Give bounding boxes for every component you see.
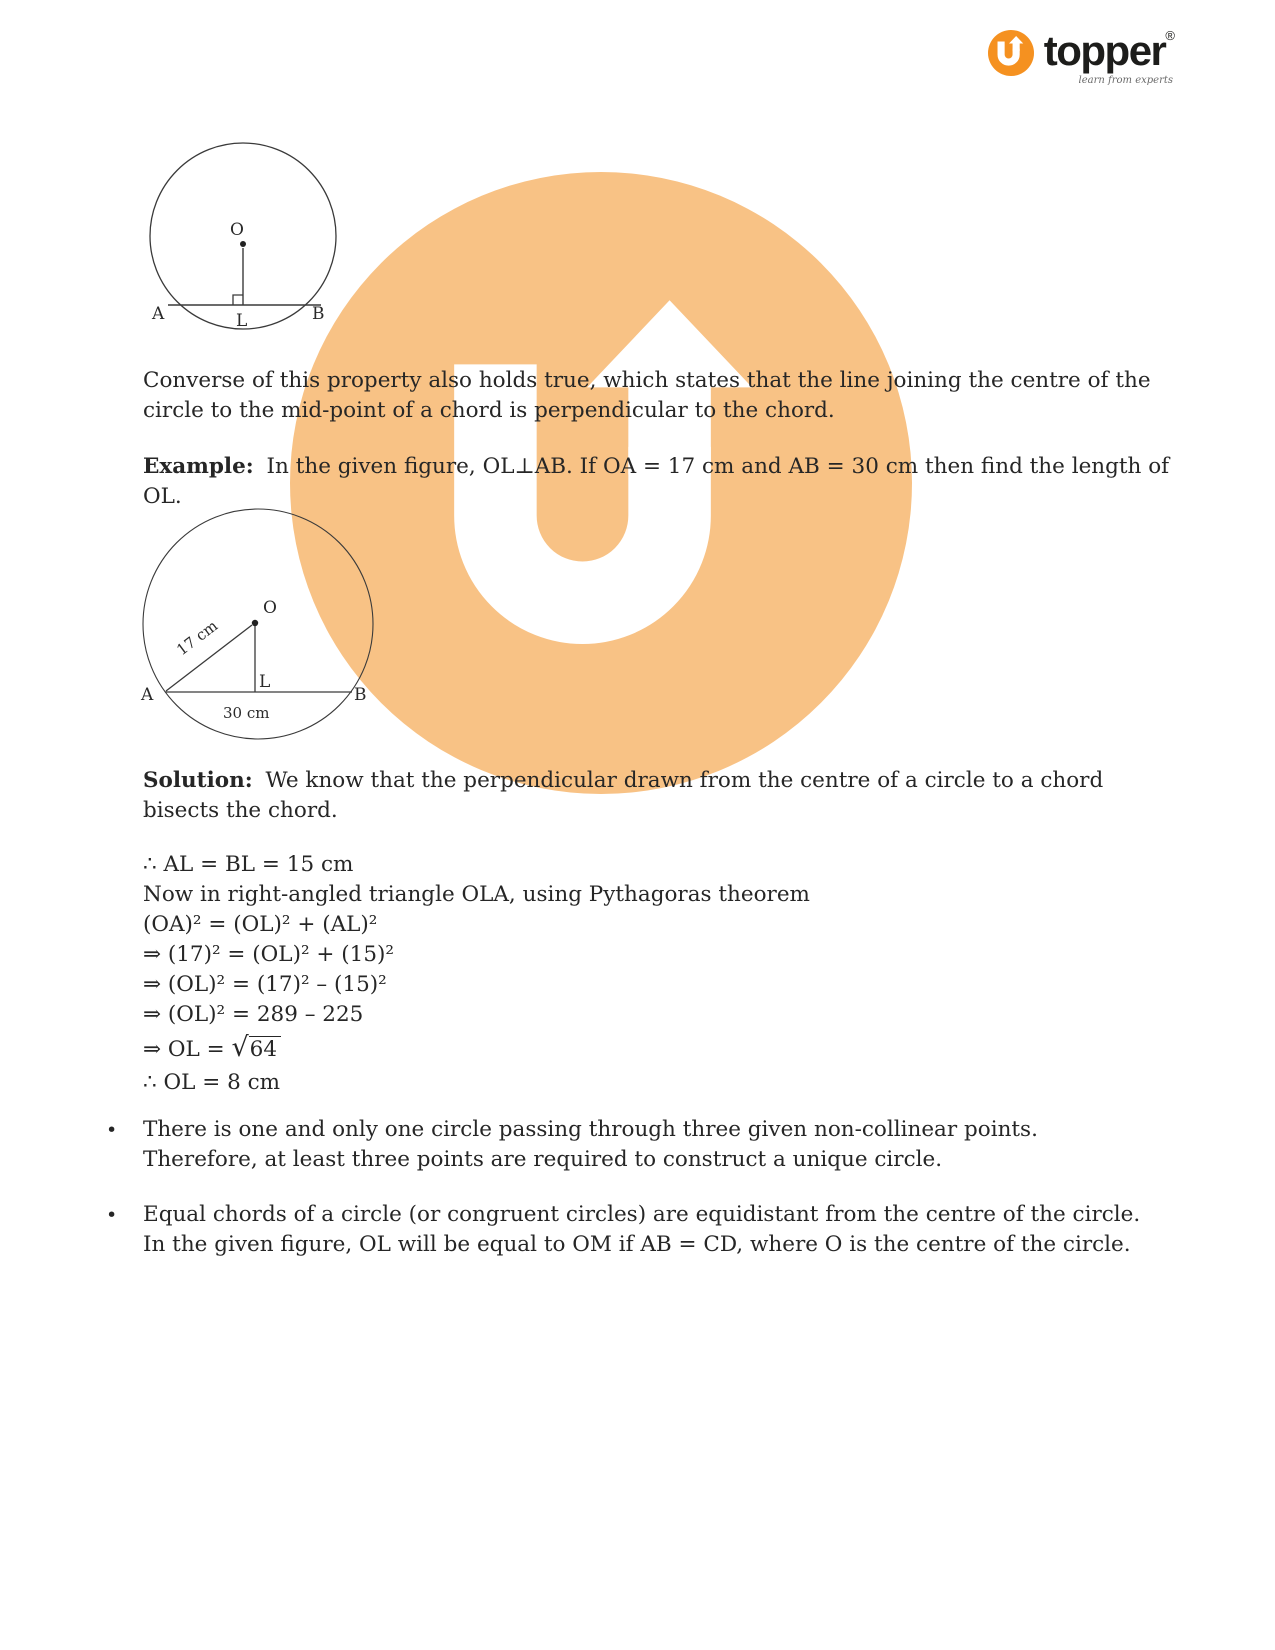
bullet-marker: • [106,1119,118,1141]
math-final: ∴ OL = 8 cm [143,1070,281,1095]
solution-label: Solution: [143,768,253,793]
ab-length-label: 30 cm [223,704,270,722]
registered-mark: ® [1165,28,1175,43]
math-step: (OA)² = (OL)² + (AL)² [143,912,378,937]
right-angle-mark [233,295,243,305]
example-line-2: OL. [143,484,182,509]
centre-dot [252,620,258,626]
figure-perpendicular-chord [148,138,348,338]
math-step-sqrt [143,1030,810,1068]
math-step: ⇒ (OL)² = (17)² – (15)² [143,972,387,997]
paragraph-solution [143,766,1103,826]
math-step: ∴ AL = BL = 15 cm [143,852,354,877]
math-step: ⇒ (OL)² = 289 – 225 [143,1002,364,1027]
bullet2-line-2: In the given figure, OL will be equal to OM if AB = CD, where O is the centre of the circle. [143,1232,1131,1257]
radicand: 64 [249,1036,281,1062]
bullet-equal-chords [106,1200,1140,1260]
brand-tagline: learn from experts [1078,75,1173,86]
label-o: O [230,220,244,240]
label-a: A [152,304,165,324]
centre-dot [240,241,246,247]
sqrt-prefix: ⇒ OL = [143,1037,232,1062]
label-a: A [141,685,154,705]
paragraph-converse [143,366,1151,426]
math-step: Now in right-angled triangle OLA, using Pythagoras theorem [143,882,810,907]
bullet1-line-1: There is one and only one circle passing through three given non-collinear points. [143,1117,1038,1142]
converse-line-1: Converse of this property also holds true, which states that the line joining the centre of the [143,368,1151,393]
bullet2-line-1: Equal chords of a circle (or congruent circles) are equidistant from the centre of the circle. [143,1202,1141,1227]
label-b: B [312,304,325,324]
example-line-1: In the given figure, OL⊥AB. If OA = 17 cm and AB = 30 cm then find the length of [259,454,1170,479]
example-label: Example: [143,454,254,479]
solution-working [143,850,810,1098]
bullet-marker: • [106,1204,118,1226]
converse-line-2: circle to the mid-point of a chord is perpendicular to the chord. [143,398,835,423]
label-l: L [259,672,271,692]
oa-length-label: 17 cm [173,616,222,660]
radical-sign: √ [231,1032,249,1063]
label-b: B [354,685,367,705]
toppr-logo-icon [988,30,1034,76]
brand-name: topper [1043,27,1166,74]
bullet-unique-circle [106,1115,1038,1175]
figure-example [138,503,383,753]
solution-line-1: We know that the perpendicular drawn from the centre of a circle to a chord [258,768,1104,793]
brand-logo [988,27,1175,86]
math-step: ⇒ (17)² = (OL)² + (15)² [143,942,395,967]
bullet1-line-2: Therefore, at least three points are required to construct a unique circle. [143,1147,943,1172]
label-l: L [236,311,248,331]
solution-line-2: bisects the chord. [143,798,338,823]
label-o: O [263,598,277,618]
